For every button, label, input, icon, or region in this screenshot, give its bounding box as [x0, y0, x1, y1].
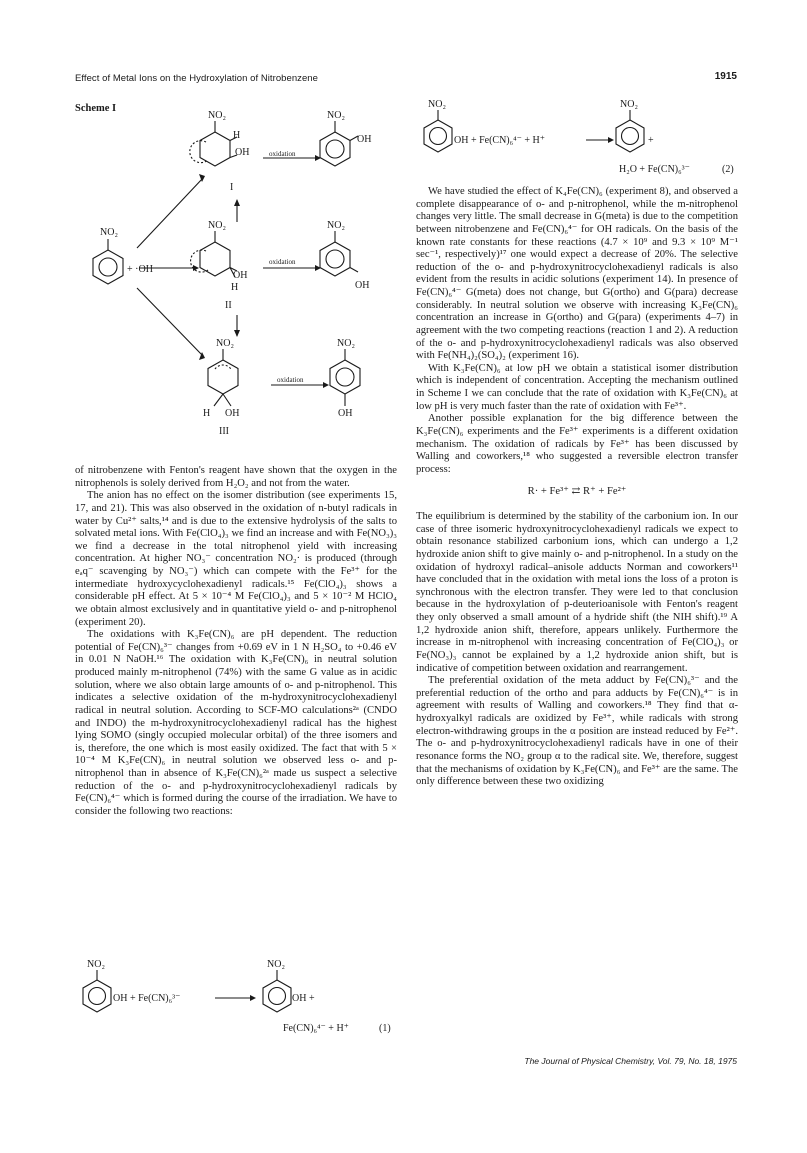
oh-label: OH: [235, 147, 250, 158]
no2-label: NO₂: [216, 338, 234, 349]
oh-label: OH: [225, 408, 240, 419]
reaction-1-product: OH +: [292, 993, 315, 1004]
reaction-2-plus: +: [648, 135, 654, 146]
paragraph: With K₃Fe(CN)₆ at low pH we obtain a statistical isomer distribution which is independent of concentration. Accepting the mechanism outlined in Scheme I we can conclude that the rate of oxidation with K₃Fe(CN)₆ at low pH is very much faster than the rate of oxidation with Fe³⁺.: [416, 362, 738, 412]
o-nitrophenol-molecule: [320, 121, 358, 166]
oh-label: OH: [233, 270, 248, 281]
m-nitrophenol-molecule: [320, 231, 358, 276]
scheme-title: Scheme I: [75, 103, 117, 114]
p-nitrophenol-molecule: [330, 349, 360, 406]
paragraph: Another possible explanation for the big difference between the K₃Fe(CN)₆ experiments and the Fe³⁺ experiments is a different oxidation mechanism. The oxidation of radicals by Fe³⁺ has been discussed by Walling and coworkers,¹⁸ who suggested a reversible electron transfer process:: [416, 413, 738, 475]
h-label: H: [203, 408, 211, 419]
paragraph: The equilibrium is determined by the stability of the carbonium ion. In our case of three isomeric hydroxynitrocyclohexadienyl radicals we expect to obtain resonance stabilized carbonium ions, which can undergo a 1,2 hydroxide anion shift to give mainly o- and p-nitrophenol. In a study on the oxidation of hydroxyl radical–anisole adducts Norman and coworkers¹¹ have concluded that in the oxidation with metal ions the loss of a proton is synchronous with the electron transfer. They were led to that conclusion because in the hydroxylation of p-deuterioanisole with Fenton's reagent they only observed a small amount of a hydride shift (the NIH shift).¹⁹ A 1,2 hydroxide anion shift, therefore, appears unlikely. Furthermore the increase in m-nitrophenol with increasing concentration of Fe(ClO₄)₃ or Fe(NO₃)₃ cannot be explained by a 1,2 hydroxide anion shift, but is indicative of competition between oxidation and rearrangement.: [416, 511, 738, 674]
radical-label: III: [219, 426, 229, 437]
h-label: H: [231, 282, 239, 293]
page-number: 1915: [714, 71, 737, 82]
no2-label: NO₂: [428, 99, 446, 110]
no2-label: NO₂: [208, 220, 226, 231]
oh-label: OH: [338, 408, 353, 419]
no2-label: NO₂: [87, 959, 105, 970]
oxidation-label: oxidation: [269, 258, 296, 266]
no2-label: NO₂: [327, 220, 345, 231]
paragraph: of nitrobenzene with Fenton's reagent have shown that the oxygen in the nitrophenols is solely derived from H₂O₂ and not from the water.: [75, 465, 397, 489]
no2-label: NO₂: [208, 110, 226, 121]
radical-III-molecule: [208, 349, 238, 406]
no2-label: NO₂: [337, 338, 355, 349]
reaction-2-product-line2: H₂O + Fe(CN)₆³⁻: [619, 164, 690, 175]
paragraph: The oxidations with K₃Fe(CN)₆ are pH dependent. The reduction potential of Fe(CN)₆³⁻ changes from +0.69 eV in 1 N H₂SO₄ to +0.46 eV in 0.01 N NaOH.¹⁶ The oxidation with K₃Fe(CN)₆ in neutral solution produced mainly m-nitrophenol (74%) with the same G value as in acidic solution, where we also obtain large amounts of o- and p-nitrophenol. This indicates a selective oxidation of the m-hydroxynitrocyclohexadienyl radical in neutral solution. According to SCF-MO calculations²ᵃ (CNDO and INDO) the m-hydroxynitrocyclohexadienyl radical has the highest lying SOMO (singly occupied molecular orbital) of the three isomers and is, therefore, the one which is most easily oxidized. The fact that with 5 × 10⁻⁴ M K₃Fe(CN)₆ in neutral solution we observed less o- and p-nitrophenol than in absence of K₃Fe(CN)₆²ᵃ made us suspect a selective reduction of the o- and p-hydroxynitrocyclohexadienyl radicals by Fe(CN)₆⁴⁻ which is formed during the course of the irradiation. We have to consider the following two reactions:: [75, 629, 397, 817]
right-column: [416, 186, 738, 789]
reaction-2-reactants: OH + Fe(CN)₆⁴⁻ + H⁺: [454, 135, 546, 146]
reaction-1-product-line2: Fe(CN)₆⁴⁻ + H⁺: [283, 1023, 349, 1034]
scheme-figure: [75, 110, 405, 455]
oxidation-label: oxidation: [269, 150, 296, 158]
radical-label: I: [230, 182, 234, 193]
reaction-1-number: (1): [379, 1023, 391, 1034]
radical-label: II: [225, 300, 232, 311]
paragraph: We have studied the effect of K₄Fe(CN)₆ (experiment 8), and observed a complete disappearance of o- and p-nitrophenol, while the m-nitrophenol changes very little. The small decrease in G(meta) is due to the competition between nitrobenzene and Fe(CN)₆⁴⁻ for OH radicals. On the basis of the known rate constants for these reactions (4.7 × 10⁹ and 9.3 × 10⁹ M⁻¹ sec⁻¹, respectively)¹⁷ one would expect a decrease of 20%. The selective reduction of the o- and p-hydroxynitrocyclohexadienyl radicals is also evident from the results in acidic solutions (experiment 14). In presence of Fe(CN)₆⁴⁻ G(meta) does not change, but G(ortho) and G(para) decrease considerably. In neutral solution we observe with increasing K₃Fe(CN)₆ concentration an increase in G(ortho) and G(para) (experiments 4–7) in agreement with the two competing reactions (reaction 1 and 2). A reduction of the o- and p-hydroxynitrocyclohexadienyl radicals was also observed with Fe(NH₄)₂(SO₄)₂ (experiment 16).: [416, 186, 738, 362]
reaction-2-number: (2): [722, 164, 734, 175]
left-column: [75, 465, 397, 819]
oxidation-label: oxidation: [277, 376, 304, 384]
running-title: Effect of Metal Ions on the Hydroxylation of Nitrobenzene: [75, 73, 318, 84]
reaction-1: [75, 958, 405, 1038]
reaction-2: [416, 98, 746, 178]
paragraph: The preferential oxidation of the meta adduct by Fe(CN)₆³⁻ and the preferential reduction of the ortho and para adducts by Fe(CN)₆⁴⁻ is in agreement with results of Walling and coworkers.¹⁸ They find that α-hydroxyalkyl radicals are oxidized by Fe³⁺, while radicals with strong electron-withdrawing groups in the α position are instead reduced by Fe²⁺. The o- and p-hydroxynitrocyclohexadienyl radicals have in one of their resonance forms the NO₂ group α to the radical site. We, therefore, suggest that the mechanisms of oxidation by K₃Fe(CN)₆ and Fe³⁺ are the same. The only difference between these two oxidizing: [416, 675, 738, 788]
radical-II-molecule: [191, 231, 237, 277]
no2-label: NO₂: [327, 110, 345, 121]
equation-3: R· + Fe³⁺ ⇄ R⁺ + Fe²⁺: [527, 486, 627, 498]
journal-footer: The Journal of Physical Chemistry, Vol. 79, No. 18, 1975: [524, 1056, 737, 1066]
reaction-1-reactants: OH + Fe(CN)₆³⁻: [113, 993, 181, 1004]
h-label: H: [233, 130, 241, 141]
paragraph: The anion has no effect on the isomer distribution (see experiments 15, 17, and 21). This was also observed in the oxidation of n-butyl radicals in water by Cu²⁺ salts,¹⁴ and is due to the extensive hydrolysis of the salts to solvated metal ions. With Fe(ClO₄)₃ we find an increase and with Fe(NO₃)₃ we find a decrease in the total nitrophenol yield with increasing concentration. At higher NO₃⁻ concentration NO₂· is produced (through eₐq⁻ scavenging by NO₃⁻) which can compete with the Fe³⁺ for the intermediate hydroxycyclohexadienyl radicals.¹⁵ Fe(ClO₄)₃ shows a considerable pH effect. At 5 × 10⁻⁴ M Fe(ClO₄)₃ and 5 × 10⁻² M HClO₄ we obtain almost exclusively and in quantitative yield o- and p-nitrophenol (experiment 20).: [75, 490, 397, 628]
oh-label: OH: [355, 280, 370, 291]
nitrobenzene-molecule: [93, 239, 123, 284]
no2-label: NO₂: [100, 227, 118, 238]
no2-label: NO₂: [267, 959, 285, 970]
radical-I-molecule: [190, 121, 237, 166]
oh-label: OH: [357, 134, 372, 145]
plus-oh-label: + ·OH: [127, 264, 153, 275]
no2-label: NO₂: [620, 99, 638, 110]
